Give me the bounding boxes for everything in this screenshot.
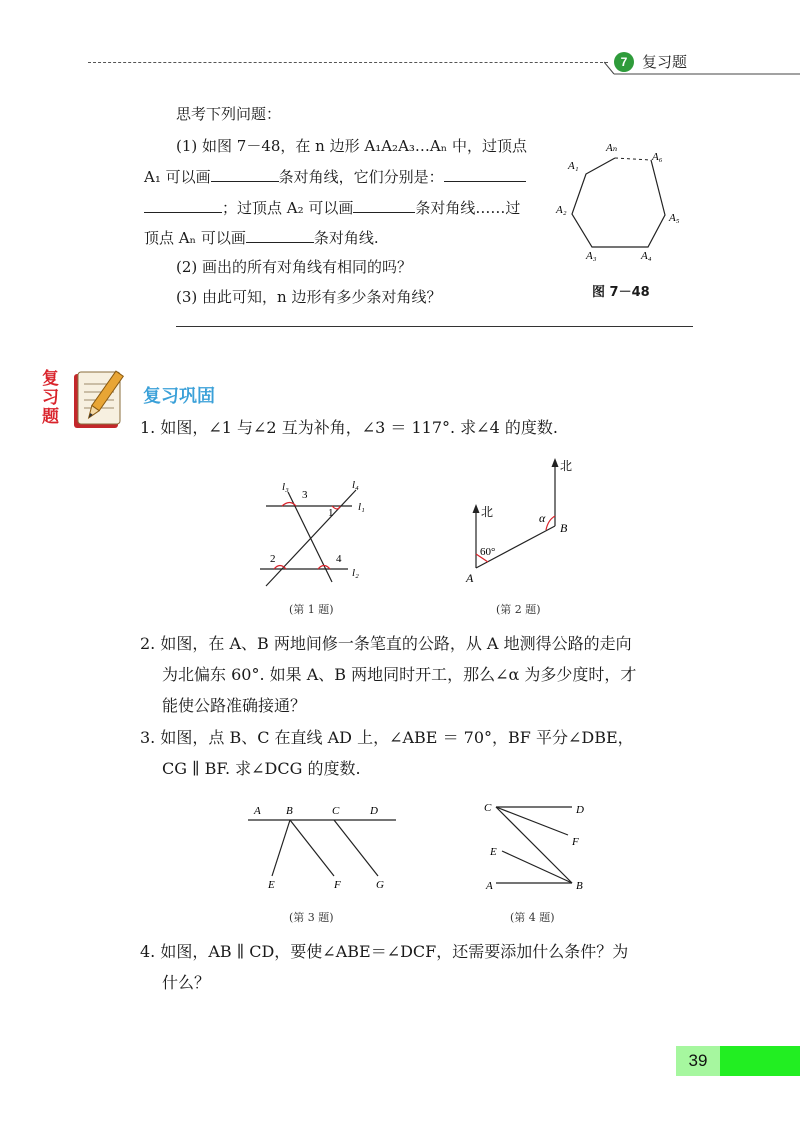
label-e: E — [490, 846, 497, 858]
q1-continue-text: 条对角线……过 — [415, 199, 521, 217]
section-title: 复习题 — [642, 53, 688, 71]
label-f: F — [334, 879, 341, 891]
q1-end-text: 条对角线. — [313, 229, 379, 247]
page-number-box: 39 — [676, 1046, 720, 1076]
answer-blank[interactable] — [444, 165, 526, 182]
ray-cg — [334, 820, 378, 876]
heptagon-solid-edges — [572, 158, 665, 247]
q1-a1-text: A₁ 可以画 — [144, 168, 211, 186]
caption-problem-3: (第 3 题) — [289, 911, 334, 924]
label-3: 3 — [302, 489, 308, 501]
label-alpha: α — [539, 511, 546, 525]
review-title: 复习巩固 — [143, 386, 215, 407]
answer-blank[interactable] — [211, 165, 279, 182]
answer-blank[interactable] — [246, 226, 314, 243]
problem-2-line1: 2. 如图，在 A、B 两地间修一条笔直的公路，从 A 地测得公路的走向 — [140, 634, 632, 653]
q1-diagonals-text: 条对角线，它们分别是： — [278, 168, 444, 186]
label-g: G — [376, 879, 384, 891]
heptagon-dashed-edge — [615, 158, 651, 160]
problem-3-line1: 3. 如图，点 B、C 在直线 AD 上，∠ABE ＝ 70°，BF 平分∠DBE， — [140, 728, 634, 747]
label-north-a: 北 — [481, 505, 494, 519]
label-b: B — [576, 880, 583, 892]
label-b: B — [286, 805, 293, 817]
notebook-pencil-icon — [62, 368, 128, 432]
label-a1: A₁ — [568, 160, 579, 172]
figure-problem-2 — [460, 454, 590, 588]
label-4: 4 — [336, 553, 342, 565]
label-1: 1 — [328, 507, 334, 519]
chapter-number-badge: 7 — [614, 52, 634, 72]
header-dashed-rule — [88, 62, 608, 63]
problem-2-line3: 能使公路准确接通？ — [162, 696, 307, 715]
think-q2: (2) 画出的所有对角线有相同的吗？ — [176, 258, 413, 276]
answer-blank[interactable] — [353, 196, 415, 213]
review-badge — [40, 368, 130, 432]
think-q1-line3 — [144, 196, 520, 219]
caption-problem-1: (第 1 题) — [289, 603, 334, 616]
label-north-b: 北 — [560, 459, 573, 473]
label-f: F — [572, 836, 579, 848]
think-q1-line1: (1) 如图 7－48，在 n 边形 A₁A₂A₃…Aₙ 中，过顶点 — [176, 137, 528, 155]
ray-be — [272, 820, 290, 876]
label-d: D — [576, 804, 584, 816]
label-a2: A₂ — [556, 204, 567, 216]
problem-4-line1: 4. 如图，AB ∥ CD，要使∠ABE＝∠DCF，还需要添加什么条件？为 — [140, 942, 629, 961]
answer-blank[interactable] — [144, 196, 222, 213]
think-q3: (3) 由此可知，n 边形有多少条对角线？ — [176, 288, 442, 306]
label-l2: l₂ — [352, 567, 359, 579]
label-c: C — [484, 802, 492, 814]
figure-7-48-caption: 图 7－48 — [592, 285, 650, 300]
review-badge-text: 复习题 — [42, 369, 59, 427]
label-d: D — [370, 805, 378, 817]
think-q1-line2 — [144, 165, 526, 188]
q1-a2-text: ；过顶点 A₂ 可以画 — [222, 199, 354, 217]
figure-problem-1 — [252, 478, 382, 588]
label-c: C — [332, 805, 340, 817]
line-cb — [496, 807, 572, 883]
line-eb — [502, 851, 572, 883]
label-an: Aₙ — [606, 142, 618, 154]
label-a5: A₅ — [669, 212, 680, 224]
problem-1: 1. 如图，∠1 与∠2 互为补角，∠3 ＝ 117°. 求∠4 的度数. — [140, 418, 558, 437]
label-a4: A₄ — [641, 250, 652, 262]
figure-problem-3 — [246, 800, 406, 892]
label-l4: l₄ — [352, 479, 359, 491]
label-b: B — [560, 521, 568, 535]
label-60: 60° — [480, 546, 496, 558]
problem-2-line2: 为北偏东 60°. 如果 A、B 两地同时开工，那么∠α 为多少度时，才 — [162, 665, 637, 684]
label-2: 2 — [270, 553, 276, 565]
figure-problem-4 — [480, 797, 600, 897]
line-l4 — [266, 490, 356, 586]
line-cf — [496, 807, 568, 835]
label-a3: A₃ — [586, 250, 597, 262]
label-l1: l₁ — [358, 501, 365, 513]
think-intro: 思考下列问题： — [176, 105, 282, 123]
problem-3-line2: CG ∥ BF. 求∠DCG 的度数. — [162, 759, 361, 778]
q1-an-text: 顶点 Aₙ 可以画 — [144, 229, 246, 247]
think-q1-line4 — [144, 226, 379, 249]
figure-7-48 — [550, 135, 700, 270]
label-a: A — [254, 805, 261, 817]
label-l3: l₃ — [282, 481, 289, 493]
label-a6: A₆ — [652, 151, 663, 163]
label-e: E — [268, 879, 275, 891]
label-a: A — [466, 571, 474, 585]
section-divider — [176, 326, 693, 327]
ray-bf — [290, 820, 334, 876]
caption-problem-4: (第 4 题) — [510, 911, 555, 924]
caption-problem-2: (第 2 题) — [496, 603, 541, 616]
problem-4-line2: 什么？ — [162, 973, 211, 992]
label-a: A — [486, 880, 493, 892]
